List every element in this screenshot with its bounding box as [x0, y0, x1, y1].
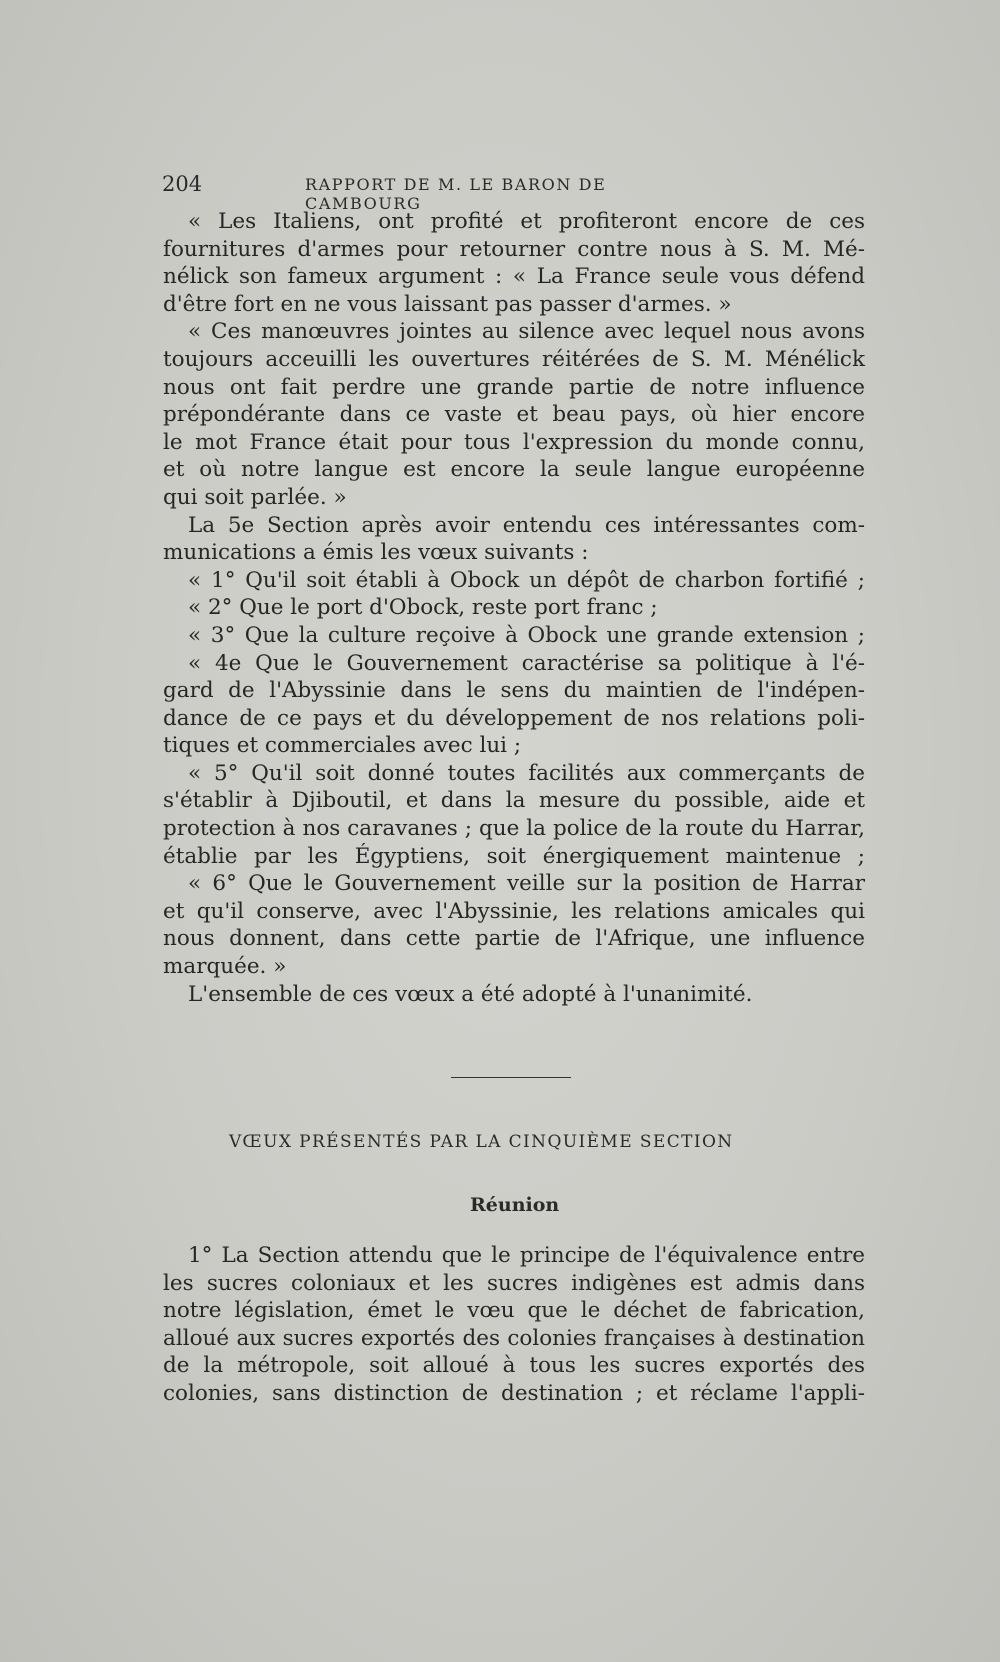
running-title: RAPPORT DE M. LE BARON DE CAMBOURG — [305, 175, 607, 213]
text-line: prépondérante dans ce vaste et beau pays, où hier encore — [163, 402, 865, 428]
text-line: d'être fort en ne vous laissant pas passer d'armes. » — [163, 291, 732, 317]
text-line: « Les Italiens, ont profité et profiteront encore de ces — [188, 209, 865, 234]
text-line: « 1° Qu'il soit établi à Obock un dépôt de charbon fortifié ; — [188, 567, 865, 593]
text-line: alloué aux sucres exportés des colonies françaises à destination — [163, 1325, 865, 1351]
text-line: gard de l'Abyssinie dans le sens du maintien de l'indépen- — [163, 678, 865, 704]
text-line: fournitures d'armes pour retourner contre nous à S. M. Mé- — [163, 236, 865, 262]
text-line: et qu'il conserve, avec l'Abyssinie, les relations amicales qui — [163, 898, 865, 924]
section-divider — [451, 1077, 571, 1078]
running-header — [162, 172, 712, 213]
text-line: tiques et commerciales avec lui ; — [163, 733, 522, 759]
text-line: nous donnent, dans cette partie de l'Afrique, une influence — [163, 926, 865, 952]
text-line: 1° La Section attendu que le principe de l'équivalence entre — [188, 1243, 865, 1268]
text-line: marquée. » — [163, 954, 287, 980]
text-line: La 5e Section après avoir entendu ces intéressantes com- — [188, 512, 865, 538]
text-line: le mot France était pour tous l'expression du monde connu, — [163, 429, 865, 455]
text-line: qui soit parlée. » — [163, 484, 347, 510]
page-number: 204 — [162, 172, 203, 196]
text-line: de la métropole, soit alloué à tous les sucres exportés des — [163, 1353, 865, 1379]
text-line: dance de ce pays et du développement de nos relations poli- — [163, 705, 865, 731]
text-line: « 6° Que le Gouvernement veille sur la position de Harrar — [188, 871, 865, 897]
section-heading: VŒUX PRÉSENTÉS PAR LA CINQUIÈME SECTION — [229, 1132, 734, 1152]
text-line: protection à nos caravanes ; que la police de la route du Harrar, — [163, 816, 865, 842]
text-line: les sucres coloniaux et les sucres indigènes est admis dans — [163, 1270, 865, 1296]
text-line: « 2° Que le port d'Obock, reste port franc ; — [188, 595, 658, 621]
text-line: L'ensemble de ces vœux a été adopté à l'unanimité. — [188, 981, 753, 1007]
text-line: établie par les Égyptiens, soit énergiquement maintenue ; — [163, 843, 865, 869]
text-line: toujours acceuilli les ouvertures réitérées de S. M. Ménélick — [163, 346, 865, 372]
text-line: colonies, sans distinction de destination ; et réclame l'appli- — [163, 1380, 865, 1406]
text-line: « 4e Que le Gouvernement caractérise sa politique à l'é- — [188, 650, 865, 676]
text-line: « 3° Que la culture reçoive à Obock une grande extension ; — [188, 622, 865, 648]
text-line: et où notre langue est encore la seule langue européenne — [163, 457, 865, 483]
text-line: « Ces manœuvres jointes au silence avec lequel nous avons — [188, 319, 865, 345]
text-line: munications a émis les vœux suivants : — [163, 540, 589, 566]
text-line: s'établir à Djiboutil, et dans la mesure du possible, aide et — [163, 788, 865, 814]
text-line: nous ont fait perdre une grande partie de notre influence — [163, 374, 865, 400]
section-text — [163, 1242, 865, 1408]
text-line: nélick son fameux argument : « La France seule vous défend — [163, 264, 865, 290]
text-line: notre législation, émet le vœu que le déchet de fabrication, — [163, 1298, 865, 1324]
section-subheading: Réunion — [470, 1194, 560, 1216]
body-text — [163, 208, 865, 1008]
text-line: « 5° Qu'il soit donné toutes facilités aux commerçants de — [188, 760, 865, 786]
